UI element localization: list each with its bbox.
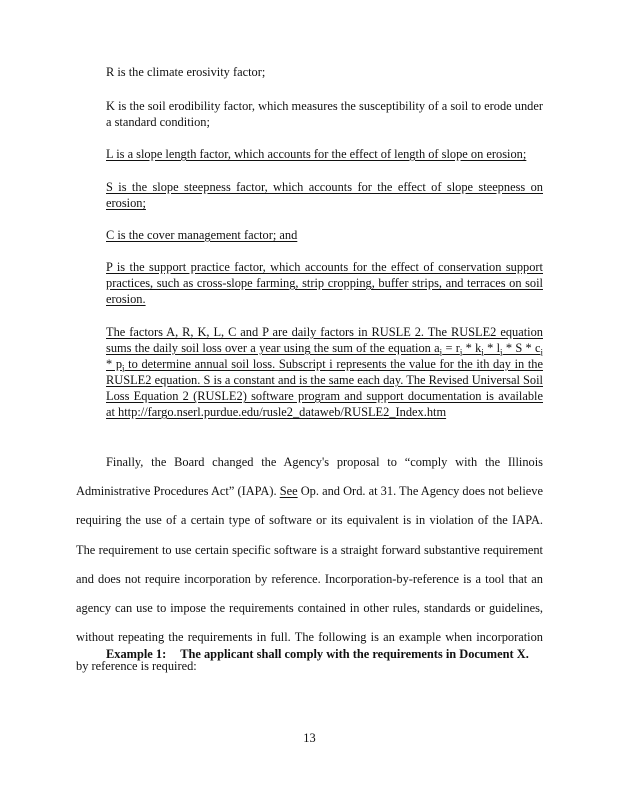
factor-l-definition: L is a slope length factor, which accounts for the effect of length of slope on erosion; [106,147,527,161]
factor-k-definition [106,98,543,130]
eq-sub-k: i [481,347,484,358]
rusle2-paragraph [106,324,543,420]
eq-sub-p: i [122,363,125,374]
eq-sub-r: i [459,347,463,358]
factor-c-definition: C is the cover management factor; and [106,228,298,242]
rusle2-text-2: to determine annual soil loss. Subscript i represents the value for the ith day in the RUSLE2 equation. S is a constant and is the same each day. The Revised Universal Soil Loss Equation 2 (RUSLE2) software program and support documentation is available at http://fargo.nserl.purdue.edu/rusle2_dataweb/RUSLE2_Index.htm [106,357,543,419]
rusle2-text-1: The factors A, R, K, L, C and P are daily factors in RUSLE 2. The RUSLE2 equation sums the daily soil loss over a year using the sum of the equation a [106,325,543,355]
body-text-2: Op. and Ord. at 31. The Agency does not believe requiring the use of a certain type of software or its equivalent is in violation of the IAPA. The requirement to use certain specific software is a straight forward substantive requirement and does not require incorporation by reference. Incorporation-by-reference is a tool that an agency can use to impose the requirements contained in other rules, standards or guidelines, without repeating the requirements in full. The following is an example when incorporation by reference is required: [76,484,543,674]
factor-p-definition: P is the support practice factor, which accounts for the effect of conservation support practices, such as cross-slope farming, strip cropping, buffer strips, and terraces on soil erosion. [106,260,543,306]
example-1 [106,646,529,662]
factor-r-definition: R is the climate erosivity factor; [106,65,266,79]
see-citation: See [279,484,298,499]
body-text-1: Finally, the Board changed the Agency's proposal to “comply with the Illinois Administrative Procedures Act” (IAPA). [76,455,543,499]
eq-sub-c: i [540,347,543,358]
eq-part-l: * l [483,341,501,355]
example-label: Example 1: [106,647,167,661]
example-text: The applicant shall comply with the requirements in Document X. [180,647,529,661]
eq-part-k: * k [462,341,482,355]
eq-sub-a: i [439,347,443,358]
eq-sub-l: i [500,347,503,358]
factor-k-text: K is the soil erodibility factor, which measures the susceptibility of a soil to erode under a standard condition; [106,99,543,129]
page-number: 13 [303,731,316,745]
eq-part-p: * p [106,357,123,371]
eq-part-eq: = r [442,341,460,355]
eq-part-s-c: * S * c [502,341,541,355]
factor-s-definition: S is the slope steepness factor, which accounts for the effect of slope steepness on erosion; [106,180,543,210]
